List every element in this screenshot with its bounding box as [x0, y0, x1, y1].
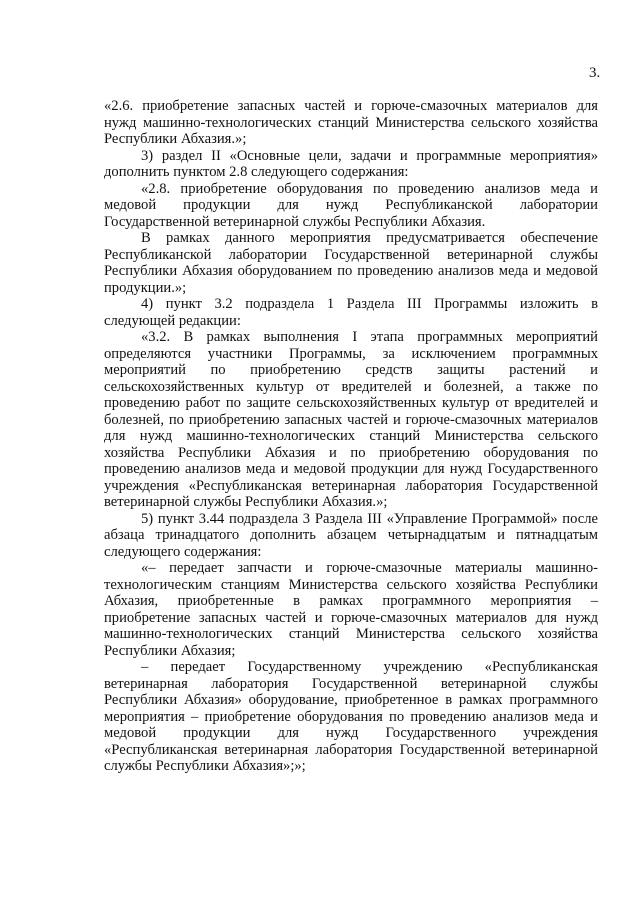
text-line: «3.2. В рамках выполнения I этапа программных мероприятий	[141, 329, 598, 345]
text-line: нужд машинно-технологических станций Министерства сельского хозяйства	[104, 114, 598, 131]
text-line: службы Республики Абхазия»;»;	[104, 758, 306, 774]
text-line: следующего содержания:	[104, 543, 262, 560]
text-line: «Республиканская ветеринарная лаборатория Государственной ветеринарной	[104, 741, 598, 758]
text-line: ветеринарная лаборатория Государственной ветеринарной службы	[104, 675, 598, 692]
text-line: болезней, по приобретению запасных частей и горюче-смазочных материалов	[104, 411, 598, 428]
text-line: Республики Абхазия» оборудование, приобретенное в рамках программного	[104, 692, 598, 708]
text-line: В рамках данного мероприятия предусматривается обеспечение	[141, 230, 598, 246]
text-line: – передает Государственному учреждению «Республиканская	[141, 659, 598, 675]
text-line: ветеринарной службы Республики Абхазия.»;	[104, 494, 388, 510]
text-line: медовой продукции для нужд Государственного учреждения	[104, 725, 598, 741]
text-line: сельскохозяйственных культур от вредителей и болезней, а также по	[104, 378, 598, 395]
text-line: 5) пункт 3.44 подраздела 3 Раздела III «Управление Программой» после	[141, 510, 598, 527]
text-line: определяются участники Программы, за исключением программных	[104, 345, 598, 362]
text-line: учреждения «Республиканская ветеринарная лаборатория Государственной	[104, 477, 598, 494]
text-line: продукции.»;	[104, 279, 187, 296]
text-line: 3) раздел II «Основные цели, задачи и программные мероприятия»	[141, 147, 598, 164]
text-line: мероприятия – приобретение оборудования по проведению анализов меда и	[104, 708, 598, 725]
text-line: «2.6. приобретение запасных частей и горюче-смазочных материалов для	[104, 98, 598, 114]
page-number: 3.	[589, 65, 601, 81]
text-line: следующей редакции:	[104, 312, 241, 329]
text-line: Республиканской лаборатории Государственной ветеринарной службы	[104, 246, 598, 263]
text-line: медовой продукции для нужд Республиканской лаборатории	[104, 197, 598, 213]
text-line: для нужд машинно-технологических станций Министерства сельского	[104, 428, 598, 444]
text-line: проведению анализов меда и медовой продукции для нужд Государственного	[104, 461, 598, 477]
text-line: мероприятий по приобретению средств защиты растений и	[104, 362, 598, 378]
text-line: машинно-технологических станций Министерства сельского хозяйства	[104, 626, 598, 642]
text-line: Республики Абхазия оборудованием по проведению анализов меда и медовой	[104, 263, 598, 279]
text-line: Абхазия, приобретенные в рамках программного мероприятия –	[104, 593, 598, 609]
text-line: проведению работ по защите сельскохозяйственных культур от вредителей и	[104, 395, 598, 411]
text-line: абзаца тринадцатого дополнить абзацем четырнадцатым и пятнадцатым	[104, 527, 598, 543]
text-line: Республики Абхазия;	[104, 642, 236, 659]
text-line: дополнить пунктом 2.8 следующего содержания:	[104, 164, 409, 180]
text-line: «2.8. приобретение оборудования по проведению анализов меда и	[141, 180, 598, 197]
text-line: 4) пункт 3.2 подраздела 1 Раздела III Программы изложить в	[141, 296, 598, 312]
text-line: хозяйства Республики Абхазия и по приобретению оборудования по	[104, 444, 598, 461]
text-line: «– передает запчасти и горюче-смазочные материалы машинно-	[141, 560, 598, 576]
text-line: приобретение запасных частей и горюче-смазочных материалов для нужд	[104, 609, 598, 626]
text-line: Республики Абхазия.»;	[104, 131, 247, 147]
document-body	[104, 98, 598, 775]
text-line: Государственной ветеринарной службы Республики Абхазия.	[104, 213, 486, 230]
text-line: технологическим станциям Министерства сельского хозяйства Республики	[104, 576, 598, 593]
